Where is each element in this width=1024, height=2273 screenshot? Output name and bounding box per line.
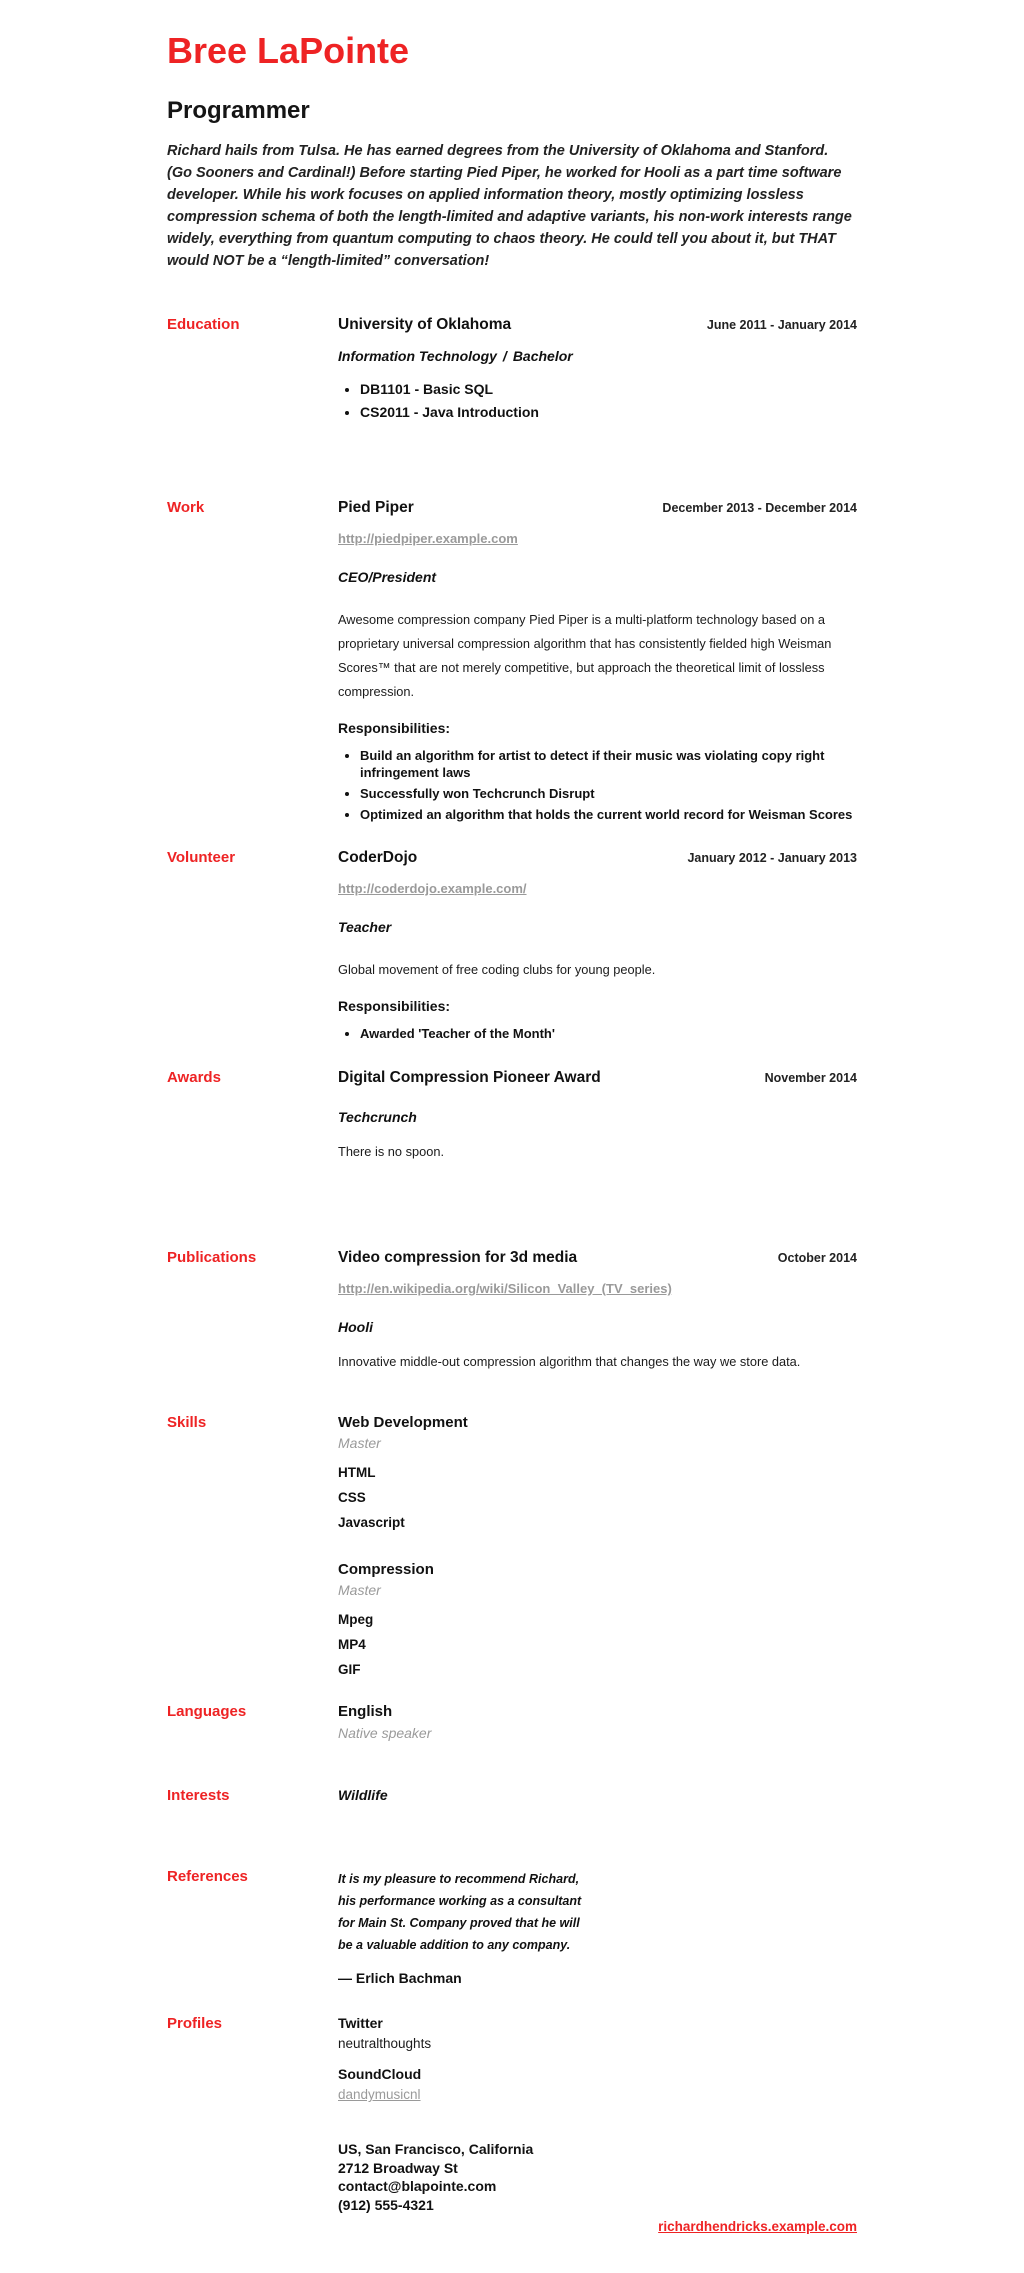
profile-username-link[interactable]: dandymusicnl [338, 2087, 421, 2102]
profile-network: SoundCloud [338, 2066, 422, 2082]
education-institution: University of Oklahoma [338, 316, 512, 333]
skill-level: Master [338, 1435, 381, 1451]
section-label-references: References [167, 1868, 248, 1885]
education-area: Information Technology [338, 348, 497, 364]
person-name: Bree LaPointe [167, 30, 410, 71]
volunteer-highlight-item: • Awarded 'Teacher of the Month' [360, 1025, 857, 1042]
section-skills [167, 1414, 857, 1678]
skill-level: Master [338, 1582, 381, 1598]
section-interests [167, 1787, 857, 1805]
reference-attribution: — Erlich Bachman [338, 1970, 462, 1986]
work-date: December 2013 - December 2014 [662, 501, 857, 515]
award-title: Digital Compression Pioneer Award [338, 1069, 601, 1086]
section-work [167, 499, 857, 827]
skill-keyword: HTML [338, 1465, 376, 1480]
skill-keyword: MP4 [338, 1637, 366, 1652]
work-highlight-list [338, 747, 857, 823]
skill-name: Compression [338, 1561, 434, 1578]
language-fluency: Native speaker [338, 1725, 432, 1741]
volunteer-highlight-list [338, 1025, 857, 1042]
work-highlight-item: • Successfully won Techcrunch Disrupt [360, 785, 857, 802]
section-label-languages: Languages [167, 1703, 247, 1720]
language-name: English [338, 1703, 393, 1720]
publication-date: October 2014 [777, 1251, 857, 1265]
section-label-volunteer: Volunteer [167, 849, 236, 866]
volunteer-website-link[interactable]: http://coderdojo.example.com/ [338, 881, 527, 896]
section-label-skills: Skills [167, 1414, 207, 1431]
personal-website-link[interactable]: richardhendricks.example.com [658, 2219, 857, 2234]
section-education [167, 316, 857, 427]
section-awards [167, 1069, 857, 1164]
contact-address-line: 2712 Broadway St [338, 2159, 458, 2176]
summary-paragraph: Richard hails from Tulsa. He has earned degrees from the University of Oklahoma and Stanford. (Go Sooners and Cardinal!) Before starting Pied Piper, he worked for Hooli as a part time software developer. While his work focuses on applied information theory, mostly optimizing lossless compression schema of both the length-limited and adaptive variants, his non-work interests range widely, everything from quantum computing to chaos theory. He could tell you about it, but THAT would NOT be a “length-limited” conversation! [167, 143, 852, 269]
resume-page [167, 0, 857, 2235]
publication-name: Video compression for 3d media [338, 1249, 578, 1266]
skill-name: Web Development [338, 1414, 468, 1431]
section-label-education: Education [167, 316, 240, 333]
contact-address-line: (912) 555-4321 [338, 2196, 434, 2213]
section-languages [167, 1703, 857, 1742]
work-company: Pied Piper [338, 499, 414, 516]
award-awarder: Techcrunch [338, 1109, 417, 1125]
profile-entry-soundcloud [338, 2066, 857, 2103]
section-label-profiles: Profiles [167, 2015, 223, 2032]
work-responsibilities-label: Responsibilities: [338, 720, 451, 736]
volunteer-responsibilities-label: Responsibilities: [338, 998, 451, 1014]
interest-name: Wildlife [338, 1787, 388, 1803]
course-list [338, 381, 857, 421]
work-highlight-item: • Optimized an algorithm that holds the current world record for Weisman Scores [360, 806, 857, 823]
section-volunteer [167, 849, 857, 1046]
profile-entry-twitter [338, 2015, 857, 2052]
section-label-publications: Publications [167, 1249, 257, 1266]
course-item: • DB1101 - Basic SQL [360, 381, 857, 398]
publication-summary: Innovative middle-out compression algorithm that changes the way we store data. [338, 1354, 801, 1369]
course-item: • CS2011 - Java Introduction [360, 404, 857, 421]
section-label-work: Work [167, 499, 205, 516]
education-degree: Bachelor [512, 348, 573, 364]
education-separator: / [502, 348, 507, 364]
section-publications [167, 1249, 857, 1374]
volunteer-date: January 2012 - January 2013 [687, 851, 857, 865]
profile-username: neutralthoughts [338, 2036, 432, 2051]
work-highlight-item: • Build an algorithm for artist to detect if their music was violating copy right infringement laws [360, 747, 857, 781]
skill-keyword: CSS [338, 1490, 366, 1505]
skill-entry-web-development [338, 1414, 857, 1531]
section-profiles [167, 2015, 857, 2103]
contact-address-line: US, San Francisco, California [338, 2141, 534, 2157]
education-study-line [338, 348, 857, 365]
contact-address-block [338, 2140, 857, 2214]
award-summary: There is no spoon. [338, 1144, 444, 1159]
skill-entry-compression [338, 1561, 857, 1678]
volunteer-organization: CoderDojo [338, 849, 418, 866]
section-references [167, 1868, 857, 1987]
skill-keyword-list [338, 1464, 857, 1531]
work-position: CEO/President [338, 569, 437, 585]
skill-keyword-list [338, 1611, 857, 1678]
publication-website-link[interactable]: http://en.wikipedia.org/wiki/Silicon_Valley_(TV_series) [338, 1281, 672, 1296]
person-job-title: Programmer [167, 97, 310, 124]
section-label-awards: Awards [167, 1069, 221, 1086]
reference-quote: It is my pleasure to recommend Richard, his performance working as a consultant for Main St. Company proved that he will be a valuable addition to any company. [338, 1872, 582, 1952]
volunteer-summary: Global movement of free coding clubs for young people. [338, 962, 656, 977]
education-date: June 2011 - January 2014 [706, 318, 857, 332]
contact-address-line: contact@blapointe.com [338, 2178, 497, 2194]
profile-network: Twitter [338, 2015, 383, 2031]
skill-keyword: Mpeg [338, 1612, 374, 1627]
work-website-link[interactable]: http://piedpiper.example.com [338, 531, 518, 546]
award-date: November 2014 [764, 1071, 857, 1085]
volunteer-position: Teacher [338, 919, 392, 935]
work-summary: Awesome compression company Pied Piper is a multi-platform technology based on a proprietary universal compression algorithm that has consistently fielded high Weisman Scores™ that are not merely competitive, but approach the theoretical limit of lossless compression. [338, 612, 832, 699]
publication-publisher: Hooli [338, 1319, 373, 1335]
skill-keyword: Javascript [338, 1515, 405, 1530]
section-label-interests: Interests [167, 1787, 230, 1804]
skill-keyword: GIF [338, 1662, 361, 1677]
